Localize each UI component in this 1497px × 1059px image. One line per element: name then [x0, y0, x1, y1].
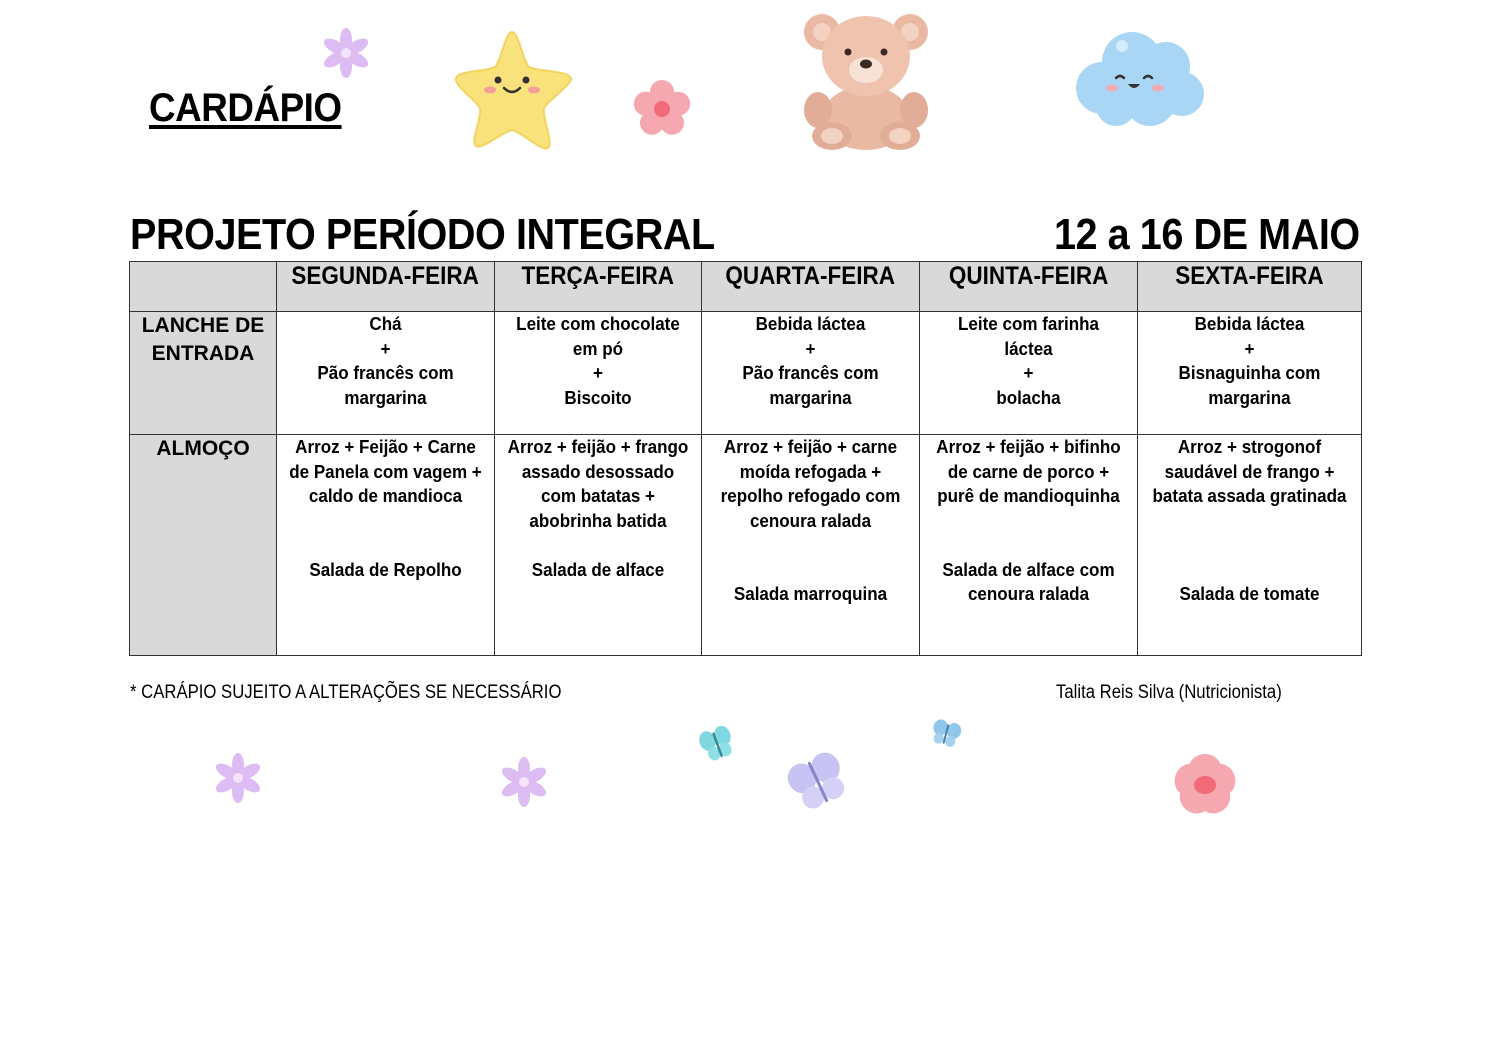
menu-cell: Bebida láctea + Pão francês com margarina	[702, 312, 920, 435]
row-label-almoco	[130, 435, 277, 656]
star-icon	[452, 26, 578, 152]
menu-cell: Chá + Pão francês com margarina	[277, 312, 495, 435]
table-header-row	[130, 262, 1362, 312]
pink-flower-icon	[1162, 750, 1248, 820]
teal-butterfly-icon	[697, 724, 737, 764]
nutritionist-signature: Talita Reis Silva (Nutricionista)	[1056, 682, 1282, 703]
lilac-flower-icon	[498, 756, 550, 808]
menu-cell: Arroz + feijão + carne moída refogada + repolho refogado com cenoura ralada Salada marroquina	[702, 435, 920, 656]
menu-table	[129, 261, 1362, 656]
table-row	[130, 435, 1362, 656]
day-header: TERÇA-FEIRA	[495, 262, 702, 312]
row-label-line: LANCHE DE	[141, 314, 265, 337]
cloud-icon	[1070, 26, 1208, 130]
table-corner	[130, 262, 277, 312]
disclaimer-note: * CARÁPIO SUJEITO A ALTERAÇÕES SE NECESSÁRIO	[130, 682, 562, 703]
row-label-line: ALMOÇO	[156, 437, 250, 460]
pink-flower-icon	[630, 77, 694, 141]
page-title: CARDÁPIO	[149, 86, 342, 130]
day-header: SEGUNDA-FEIRA	[277, 262, 495, 312]
purple-butterfly-icon	[785, 752, 851, 812]
menu-cell: Arroz + feijão + frango assado desossado com batatas + abobrinha batida Salada de alface	[495, 435, 702, 656]
lilac-flower-icon	[212, 752, 264, 804]
day-header: QUARTA-FEIRA	[702, 262, 920, 312]
menu-cell: Leite com chocolate em pó + Biscoito	[495, 312, 702, 435]
day-header: SEXTA-FEIRA	[1138, 262, 1362, 312]
date-range: 12 a 16 DE MAIO	[1054, 210, 1360, 259]
project-title: PROJETO PERÍODO INTEGRAL	[130, 210, 715, 259]
lilac-flower-icon	[320, 27, 372, 79]
menu-cell: Leite com farinha láctea + bolacha	[920, 312, 1138, 435]
blue-butterfly-icon	[930, 719, 962, 749]
menu-cell: Arroz + Feijão + Carne de Panela com vagem + caldo de mandioca Salada de Repolho	[277, 435, 495, 656]
table-row	[130, 312, 1362, 435]
day-header: QUINTA-FEIRA	[920, 262, 1138, 312]
menu-cell: Bebida láctea + Bisnaguinha com margarina	[1138, 312, 1362, 435]
row-label-lanche	[130, 312, 277, 435]
menu-cell: Arroz + feijão + bifinho de carne de porco + purê de mandioquinha Salada de alface com cenoura ralada	[920, 435, 1138, 656]
teddy-bear-icon	[798, 6, 934, 152]
menu-cell: Arroz + strogonof saudável de frango + batata assada gratinada Salada de tomate	[1138, 435, 1362, 656]
row-label-line: ENTRADA	[151, 342, 255, 365]
